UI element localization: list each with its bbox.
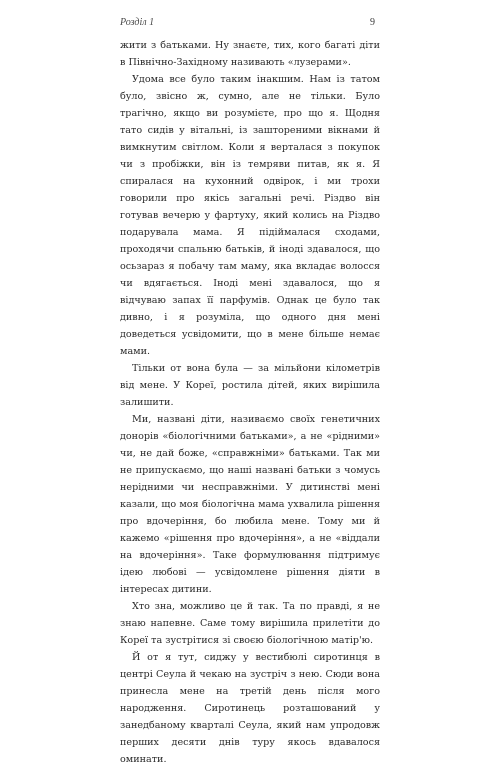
paragraph: жити з батьками. Ну знаєте, тих, кого багаті діти в Північно-Західному називають «лузерами». (120, 40, 380, 68)
paragraph: Тільки от вона була — за мільйони кілометрів від мене. У Кореї, ростила дітей, яких вирішила залишити. (120, 363, 380, 408)
paragraph: Ми, названі діти, називаємо своїх генетичних донорів «біологічними батьками», а не «рідними» чи, не дай боже, «справжніми» батьками. Так ми не припускаємо, що наші названі батьки з чомусь нерідними чи несправжніми. У дитинстві мені казали, що моя біологічна мама ухвалила рішення про вдочеріння, бо любила мене. Тому ми й кажемо «рішення про вдочеріння», а не «віддали на вдочеріння». Таке формулювання підтримує ідею любові — усвідомлене рішення діяти в інтересах дитини. (120, 414, 380, 595)
chapter-title: Розділ 1 (120, 17, 155, 28)
paragraph: Удома все було таким інакшим. Нам із татом було, звісно ж, сумно, але не тільки. Було трагічно, якщо ви розумієте, про що я. Щодня тато сидів у вітальні, із заштореними вікнами й вимкнутим світлом. Коли я верталася з покупок чи з пробіжки, він із темряви питав, як я. Я спиралася на кухонний одвірок, і ми трохи говорили про якісь загальні речі. Різдво він готував вечерю у фартуху, який колись на Різдво подарувала мама. Я підіймалася сходами, проходячи спальню батьків, й іноді здавалося, що осьзараз я побачу там маму, яка вкладає волосся чи вдягається. Іноді мені здавалося, що я відчуваю запах її парфумів. Однак це було так дивно, і я розуміла, що одного дня мені доведеться усвідомити, що в мене більше немає мами. (120, 74, 380, 357)
running-header (120, 17, 375, 31)
paragraph: Й от я тут, сиджу у вестибюлі сиротинця в центрі Сеула й чекаю на зустріч з нею. Сюди вона принесла мене на третій день після мого народження. Сиротинець розташований у занедбаному кварталі Сеула, який нам упродовж перших десяти днів туру якось вдавалося оминати. (120, 652, 380, 765)
paragraph: Хто зна, можливо це й так. Та по правді, я не знаю напевне. Саме тому вирішила прилетіти до Кореї та зустрітися зі своєю біологічною матір'ю. (120, 601, 380, 646)
body-text (120, 37, 380, 768)
page-number: 9 (370, 17, 375, 28)
